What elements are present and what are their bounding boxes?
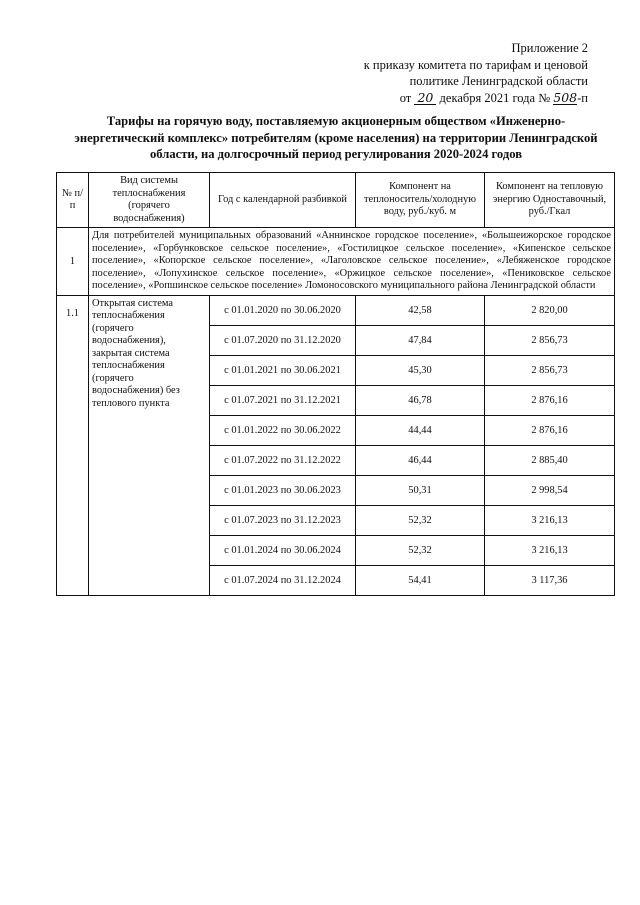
date-prefix: от bbox=[399, 90, 412, 105]
row-carrier: 44,44 bbox=[356, 415, 485, 445]
row-energy: 3 216,13 bbox=[485, 535, 615, 565]
row-period: с 01.01.2021 по 30.06.2021 bbox=[210, 355, 356, 385]
tariff-table bbox=[56, 172, 615, 596]
handwritten-order-number: 508 bbox=[553, 89, 578, 105]
table-row bbox=[57, 295, 615, 325]
subgroup-system: Открытая система теплоснабжения (горячего водоснабжения), закрытая система теплоснабжения (горячего водоснабжения) без теплового пункта bbox=[89, 295, 210, 595]
header-carrier: Компонент на теплоноситель/холодную воду, руб./куб. м bbox=[356, 173, 485, 228]
row-energy: 2 876,16 bbox=[485, 385, 615, 415]
row-energy: 3 216,13 bbox=[485, 505, 615, 535]
appendix-order-ref: к приказу комитета по тарифам и ценовой bbox=[363, 57, 588, 72]
appendix-title: Приложение 2 bbox=[511, 41, 588, 55]
subgroup-num: 1.1 bbox=[57, 295, 89, 595]
header-system: Вид системы теплоснабжения (горячего водоснабжения) bbox=[89, 173, 210, 228]
row-carrier: 46,44 bbox=[356, 445, 485, 475]
group-consumers: Для потребителей муниципальных образований «Аннинское городское поселение», «Большеижорское городское поселение», «Горбунковское сельское поселение», «Гостилицкое сельское поселение», «Кипенское сельское поселение», «Копорское сельское поселение», «Лаголовское сельское поселение», «Лебяженское городское поселение», «Лопухинское сельское поселение», «Оржицкое сельское поселение», «Пениковское сельское поселение», «Ропшинское сельское поселение» Ломоносовского муниципального района Ленинградской области bbox=[89, 228, 615, 296]
row-carrier: 52,32 bbox=[356, 505, 485, 535]
title-line-2: энергетический комплекс» потребителям (кроме населения) на территории Ленинградской bbox=[74, 130, 598, 145]
row-period: с 01.07.2024 по 31.12.2024 bbox=[210, 565, 356, 595]
appendix-header bbox=[328, 40, 588, 106]
row-period: с 01.01.2022 по 30.06.2022 bbox=[210, 415, 356, 445]
title-line-3: области, на долгосрочный период регулирования 2020-2024 годов bbox=[149, 147, 523, 161]
row-carrier: 45,30 bbox=[356, 355, 485, 385]
row-period: с 01.07.2023 по 31.12.2023 bbox=[210, 505, 356, 535]
table-header-row bbox=[57, 173, 615, 228]
group-num: 1 bbox=[57, 228, 89, 296]
row-carrier: 54,41 bbox=[356, 565, 485, 595]
row-energy: 2 856,73 bbox=[485, 325, 615, 355]
row-carrier: 46,78 bbox=[356, 385, 485, 415]
row-carrier: 42,58 bbox=[356, 295, 485, 325]
title-line-1: Тарифы на горячую воду, поставляемую акционерным обществом «Инженерно- bbox=[106, 114, 566, 128]
row-energy: 2 856,73 bbox=[485, 355, 615, 385]
row-energy: 2 820,00 bbox=[485, 295, 615, 325]
row-carrier: 50,31 bbox=[356, 475, 485, 505]
appendix-committee: политике Ленинградской области bbox=[409, 74, 588, 88]
row-carrier: 47,84 bbox=[356, 325, 485, 355]
row-period: с 01.07.2022 по 31.12.2022 bbox=[210, 445, 356, 475]
row-period: с 01.01.2020 по 30.06.2020 bbox=[210, 295, 356, 325]
row-period: с 01.07.2021 по 31.12.2021 bbox=[210, 385, 356, 415]
row-period: с 01.01.2023 по 30.06.2023 bbox=[210, 475, 356, 505]
header-num: № п/п bbox=[57, 173, 89, 228]
order-suffix: -п bbox=[577, 90, 588, 105]
appendix-date-line bbox=[328, 90, 588, 107]
date-middle: декабря 2021 года № bbox=[439, 90, 551, 105]
row-energy: 2 998,54 bbox=[485, 475, 615, 505]
row-energy: 2 885,40 bbox=[485, 445, 615, 475]
group-row bbox=[57, 228, 615, 296]
header-energy: Компонент на тепловую энергию Одноставочный, руб./Гкал bbox=[485, 173, 615, 228]
header-period: Год с календарной разбивкой bbox=[210, 173, 356, 228]
row-period: с 01.07.2020 по 31.12.2020 bbox=[210, 325, 356, 355]
row-carrier: 52,32 bbox=[356, 535, 485, 565]
row-energy: 2 876,16 bbox=[485, 415, 615, 445]
row-period: с 01.01.2024 по 30.06.2024 bbox=[210, 535, 356, 565]
row-energy: 3 117,36 bbox=[485, 565, 615, 595]
document-title bbox=[56, 113, 616, 163]
handwritten-day: 20 bbox=[414, 91, 436, 105]
